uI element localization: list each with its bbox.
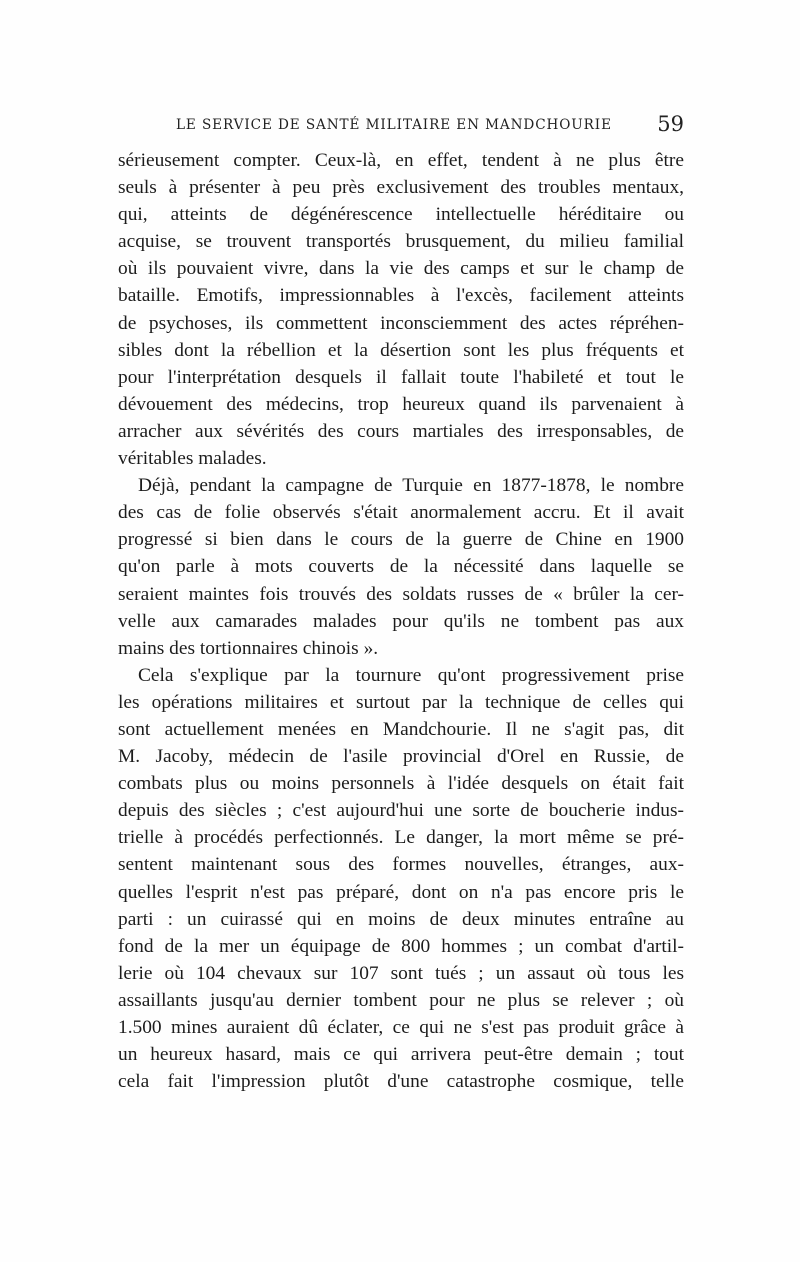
text-line: sentent maintenant sous des formes nouvelles, étranges, aux- [118, 854, 684, 876]
text-line: qu'on parle à mots couverts de la nécessité dans laquelle se [118, 556, 684, 578]
text-line: bataille. Emotifs, impressionnables à l'excès, facilement atteints [118, 285, 684, 307]
text-line: sibles dont la rébellion et la désertion sont les plus fréquents et [118, 339, 684, 361]
page-number: 59 [657, 112, 684, 136]
running-title: LE SERVICE DE SANTÉ MILITAIRE EN MANDCHOURIE [176, 117, 612, 133]
text-line: trielle à procédés perfectionnés. Le danger, la mort même se pré- [118, 827, 684, 849]
text-line: qui, atteints de dégénérescence intellectuelle héréditaire ou [118, 204, 684, 226]
text-line: Cela s'explique par la tournure qu'ont progressivement prise [138, 664, 684, 686]
text-line: des cas de folie observés s'était anormalement accru. Et il avait [118, 502, 684, 524]
text-line: dévouement des médecins, trop heureux quand ils parvenaient à [118, 393, 684, 415]
text-line: depuis des siècles ; c'est aujourd'hui une sorte de boucherie indus- [118, 800, 684, 822]
text-line: de psychoses, ils commettent inconsciemment des actes répréhen- [118, 312, 684, 334]
text-line: quelles l'esprit n'est pas préparé, dont on n'a pas encore pris le [118, 881, 684, 903]
text-line: 1.500 mines auraient dû éclater, ce qui ne s'est pas produit grâce à [118, 1017, 684, 1038]
text-line: sont actuellement menées en Mandchourie. Il ne s'agit pas, dit [118, 718, 684, 740]
running-head [118, 112, 684, 139]
text-line: Déjà, pendant la campagne de Turquie en 1877-1878, le nombre [138, 475, 684, 497]
text-line: acquise, se trouvent transportés brusquement, du milieu familial [118, 231, 684, 253]
text-line: véritables malades. [118, 448, 267, 470]
text-line: pour l'interprétation desquels il fallait toute l'habileté et tout le [118, 366, 684, 388]
text-line: fond de la mer un équipage de 800 hommes ; un combat d'artil- [118, 935, 684, 957]
text-line: assaillants jusqu'au dernier tombent pour ne plus se relever ; où [118, 989, 684, 1011]
body-text [118, 147, 684, 1095]
text-line: parti : un cuirassé qui en moins de deux minutes entraîne au [118, 908, 684, 930]
text-line: combats plus ou moins personnels à l'idée desquels on était fait [118, 773, 684, 795]
text-line: un heureux hasard, mais ce qui arrivera peut-être demain ; tout [118, 1044, 684, 1066]
text-line: sérieusement compter. Ceux-là, en effet, tendent à ne plus être [118, 150, 684, 171]
text-line: où ils pouvaient vivre, dans la vie des camps et sur le champ de [118, 258, 684, 280]
text-line: seraient maintes fois trouvés des soldats russes de « brûler la cer- [118, 583, 684, 605]
text-line: progressé si bien dans le cours de la guerre de Chine en 1900 [118, 529, 684, 551]
text-line: lerie où 104 chevaux sur 107 sont tués ; un assaut où tous les [118, 962, 684, 984]
text-line: arracher aux sévérités des cours martiales des irresponsables, de [118, 420, 684, 442]
text-line: M. Jacoby, médecin de l'asile provincial d'Orel en Russie, de [118, 746, 684, 768]
text-line: les opérations militaires et surtout par la technique de celles qui [118, 691, 684, 713]
text-line: seuls à présenter à peu près exclusivement des troubles mentaux, [118, 177, 684, 199]
text-line: mains des tortionnaires chinois ». [118, 637, 379, 659]
text-line: velle aux camarades malades pour qu'ils ne tombent pas aux [118, 610, 684, 632]
text-line: cela fait l'impression plutôt d'une catastrophe cosmique, telle [118, 1071, 684, 1093]
